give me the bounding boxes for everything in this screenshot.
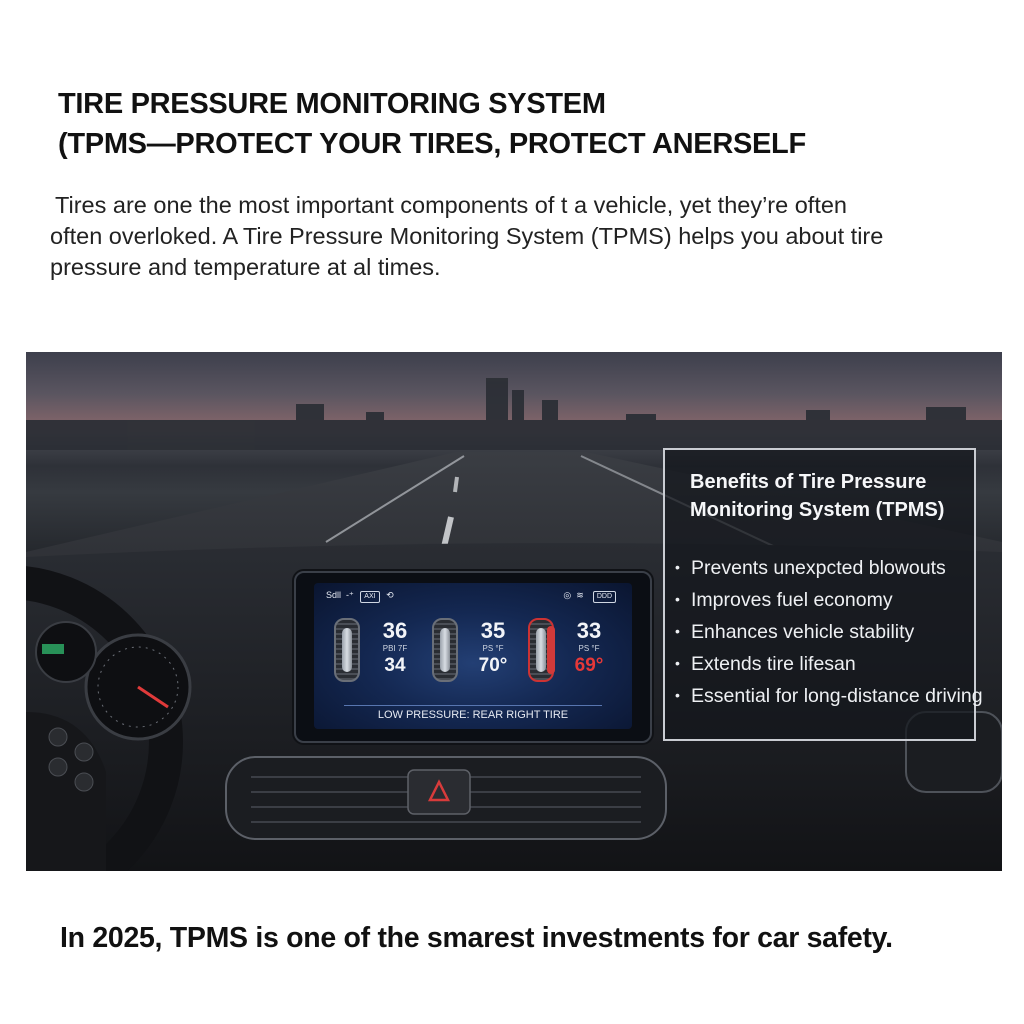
benefit-text: Improves fuel economy [691,589,893,611]
status-bar-left [326,587,394,603]
low-pressure-alert: LOW PRESSURE: REAR RIGHT TIRE [344,705,602,723]
benefit-item [675,584,983,616]
tire-reading-1 [370,619,420,677]
tire-units: PBI 7F [382,644,408,653]
car-interior-photo [26,352,1002,871]
bullet-icon: • [675,559,680,575]
intro-line-3: pressure and temperature at al times. [50,254,441,280]
benefit-text: Prevents unexpcted blowouts [691,557,946,579]
camera-icon: ◎ [563,590,572,600]
tire-pressure: 36 [382,618,408,643]
tpms-display-screen [314,583,632,729]
tire-pressure: 33 [576,618,602,643]
tire-units: PS °F [482,644,504,653]
benefits-title-line-1: Benefits of Tire Pressure [690,471,927,493]
benefit-item [675,616,983,648]
benefit-item [675,552,983,584]
benefits-title-line-2: Monitoring System (TPMS) [690,499,945,521]
benefit-text: Extends tire lifesan [691,653,856,675]
status-bar-right [563,587,620,603]
tire-pressure: 35 [480,618,506,643]
closing-statement: In 2025, TPMS is one of the smarest investments for car safety. [60,922,893,954]
status-pill-left: AXI [360,591,379,603]
tire-temp: 70° [478,655,508,676]
bullet-icon: • [675,623,680,639]
wifi-icon: ≋ [573,590,587,600]
bullet-icon: • [675,687,680,703]
tire-warning-icon [528,618,554,682]
headline-line-1: TIRE PRESSURE MONITORING SYSTEM [58,88,606,120]
tire-icon [334,618,360,682]
benefits-panel [663,448,983,741]
battery-indicator: DDD [593,591,616,603]
tire-temp-alert: 69° [574,655,604,676]
tire-icon [432,618,458,682]
signal-label: Sdll [326,590,342,600]
tire-units: PS °F [578,644,600,653]
bullet-icon: • [675,655,680,671]
benefit-text: Essential for long-distance driving [691,685,983,707]
headline-line-2: (TPMS—PROTECT YOUR TIRES, PROTECT ANERSELF [58,128,806,160]
intro-line-2: often overloked. A Tire Pressure Monitoring System (TPMS) helps you about tire [50,223,884,249]
tire-reading-3 [564,619,614,677]
benefits-title [690,468,980,524]
intro-paragraph [50,190,950,283]
headline [58,84,958,164]
benefit-item [675,680,983,712]
sync-icon: ⟲ [386,590,394,600]
benefit-item [675,648,983,680]
tpms-display [294,571,652,743]
tire-temp: 34 [384,655,406,676]
intro-line-1: Tires are one the most important components of t a vehicle, yet they’re often [55,192,848,218]
benefits-list [675,552,983,712]
link-icon: -⁺ [343,590,354,600]
benefit-text: Enhances vehicle stability [691,621,915,643]
tire-reading-2 [468,619,518,677]
bullet-icon: • [675,591,680,607]
